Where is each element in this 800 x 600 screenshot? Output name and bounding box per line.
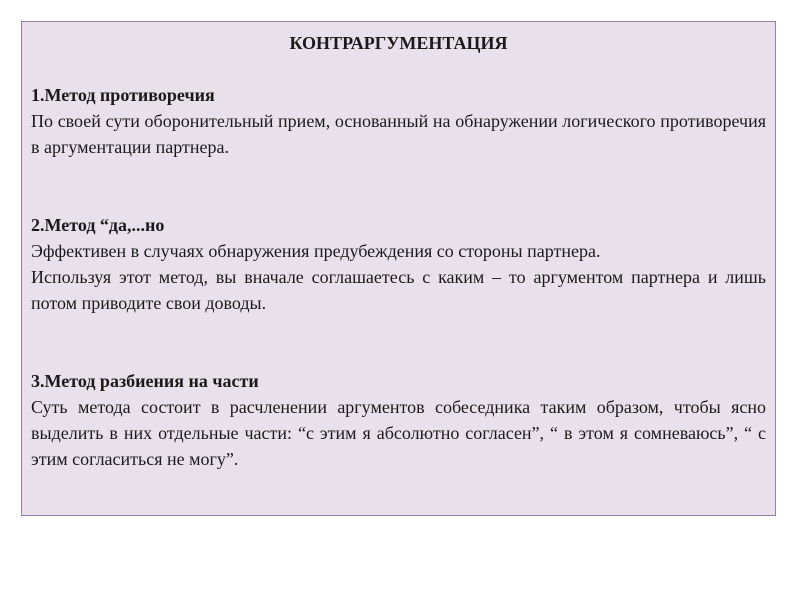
section-paragraph: Используя этот метод, вы вначале соглашаетесь с каким – то аргументом партнера и лишь потом приводите свои доводы. (31, 267, 766, 313)
section-division-method (31, 368, 766, 472)
section-paragraph: По своей сути оборонительный прием, основанный на обнаружении логического противоречия в аргументации партнера. (31, 111, 766, 157)
content-box (21, 21, 776, 516)
section-heading: 3.Метод разбиения на части (31, 371, 259, 391)
section-contradiction-method (31, 82, 766, 160)
section-paragraph: Эффективен в случаях обнаружения предубеждения со стороны партнера. (31, 241, 601, 261)
section-heading: 1.Метод противоречия (31, 85, 215, 105)
section-heading: 2.Метод “да,...но (31, 215, 165, 235)
slide-title: КОНТРАРГУМЕНТАЦИЯ (289, 33, 508, 53)
section-paragraph: Суть метода состоит в расчленении аргументов собеседника таким образом, чтобы ясно выделить в них отдельные части: “с этим я абсолютно согласен”, “ в этом я сомневаюсь”, “ с этим согласиться не могу”. (31, 397, 766, 469)
section-yes-but-method (31, 212, 766, 316)
